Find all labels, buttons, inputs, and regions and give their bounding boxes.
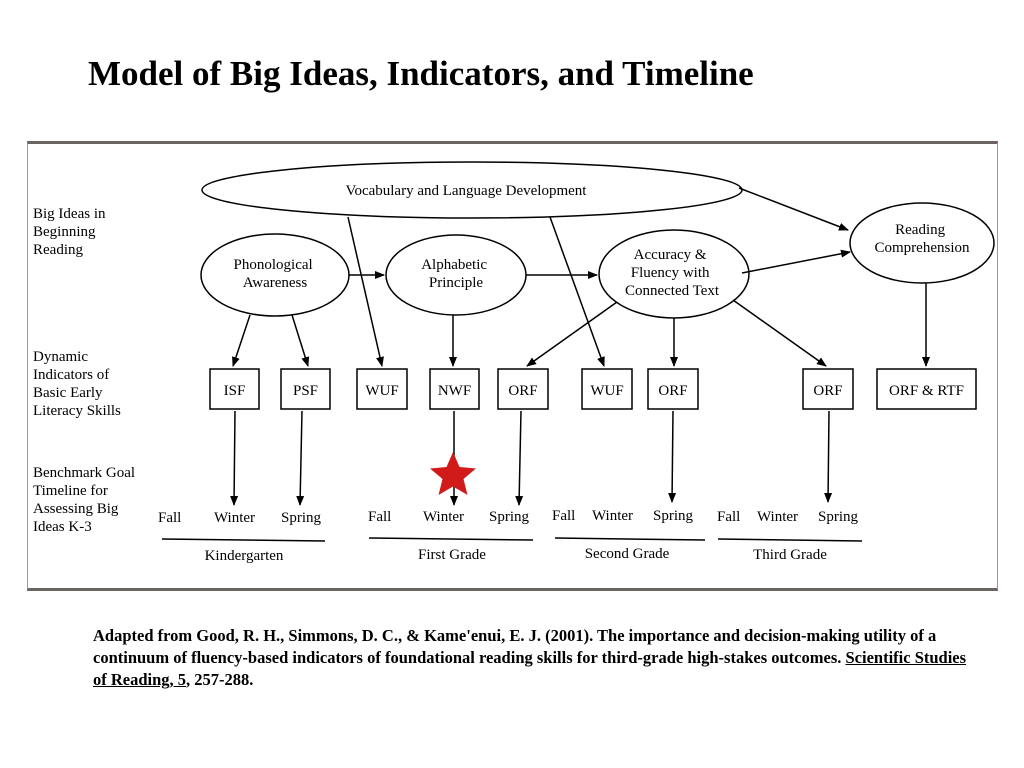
- node-reading-comprehension-label: Reading Comprehension: [874, 222, 970, 256]
- node-phonological-label: Phonological Awareness: [233, 257, 313, 291]
- citation-journal: Scientific Studies of Reading, 5: [93, 648, 967, 689]
- indicator-nwf: NWF: [437, 383, 472, 399]
- row-label-big-ideas: Big Ideas in Beginning Reading: [33, 206, 106, 258]
- indicator-orf-1: ORF: [508, 383, 538, 399]
- grade-second: Second Grade: [584, 546, 670, 562]
- highlight-star-icon: [430, 452, 476, 495]
- citation-pages: , 257-288.: [186, 670, 254, 689]
- indicator-orf-rtf: ORF & RTF: [889, 383, 964, 399]
- page-title: Model of Big Ideas, Indicators, and Timeline: [88, 54, 754, 93]
- timeline-arrows: [234, 411, 829, 505]
- citation-text: Adapted from Good, R. H., Simmons, D. C., & Kame'enui, E. J. (2001). The importance and decision-making utility of a continuum of fluency-based indicators of foundational reading skills for third-grade high-stakes outcomes.: [93, 626, 937, 667]
- grade-kindergarten: Kindergarten: [204, 548, 284, 564]
- season-k-winter: Winter: [214, 510, 256, 526]
- indicator-orf-3: ORF: [813, 383, 843, 399]
- season-2-spring: Spring: [653, 508, 694, 524]
- indicator-orf-2: ORF: [658, 383, 688, 399]
- grade-third: Third Grade: [753, 547, 827, 563]
- indicator-isf: ISF: [223, 383, 246, 399]
- season-2-fall: Fall: [552, 508, 576, 524]
- citation: [93, 625, 973, 691]
- season-1-winter: Winter: [423, 509, 465, 525]
- indicator-wuf-1: WUF: [365, 383, 399, 399]
- season-k-spring: Spring: [281, 510, 322, 526]
- node-vocabulary-label: Vocabulary and Language Development: [345, 183, 587, 199]
- season-k-fall: Fall: [158, 510, 182, 526]
- grade-labels: [205, 546, 828, 564]
- indicator-psf: PSF: [292, 383, 319, 399]
- node-alphabetic-label: Alphabetic Principle: [421, 257, 488, 291]
- row-label-indicators: Dynamic Indicators of Basic Early Literacy Skills: [33, 349, 121, 419]
- grade-first: First Grade: [418, 547, 486, 563]
- season-1-spring: Spring: [489, 509, 530, 525]
- season-3-winter: Winter: [757, 509, 799, 525]
- season-3-fall: Fall: [717, 509, 741, 525]
- node-accuracy-fluency-label: Accuracy & Fluency with Connected Text: [624, 247, 720, 299]
- row-label-timeline: Benchmark Goal Timeline for Assessing Big Ideas K-3: [33, 465, 136, 535]
- indicator-wuf-2: WUF: [590, 383, 624, 399]
- grade-lines: [162, 538, 862, 541]
- season-2-winter: Winter: [592, 508, 634, 524]
- season-3-spring: Spring: [818, 509, 859, 525]
- timeline-seasons: [158, 508, 859, 526]
- season-1-fall: Fall: [368, 509, 392, 525]
